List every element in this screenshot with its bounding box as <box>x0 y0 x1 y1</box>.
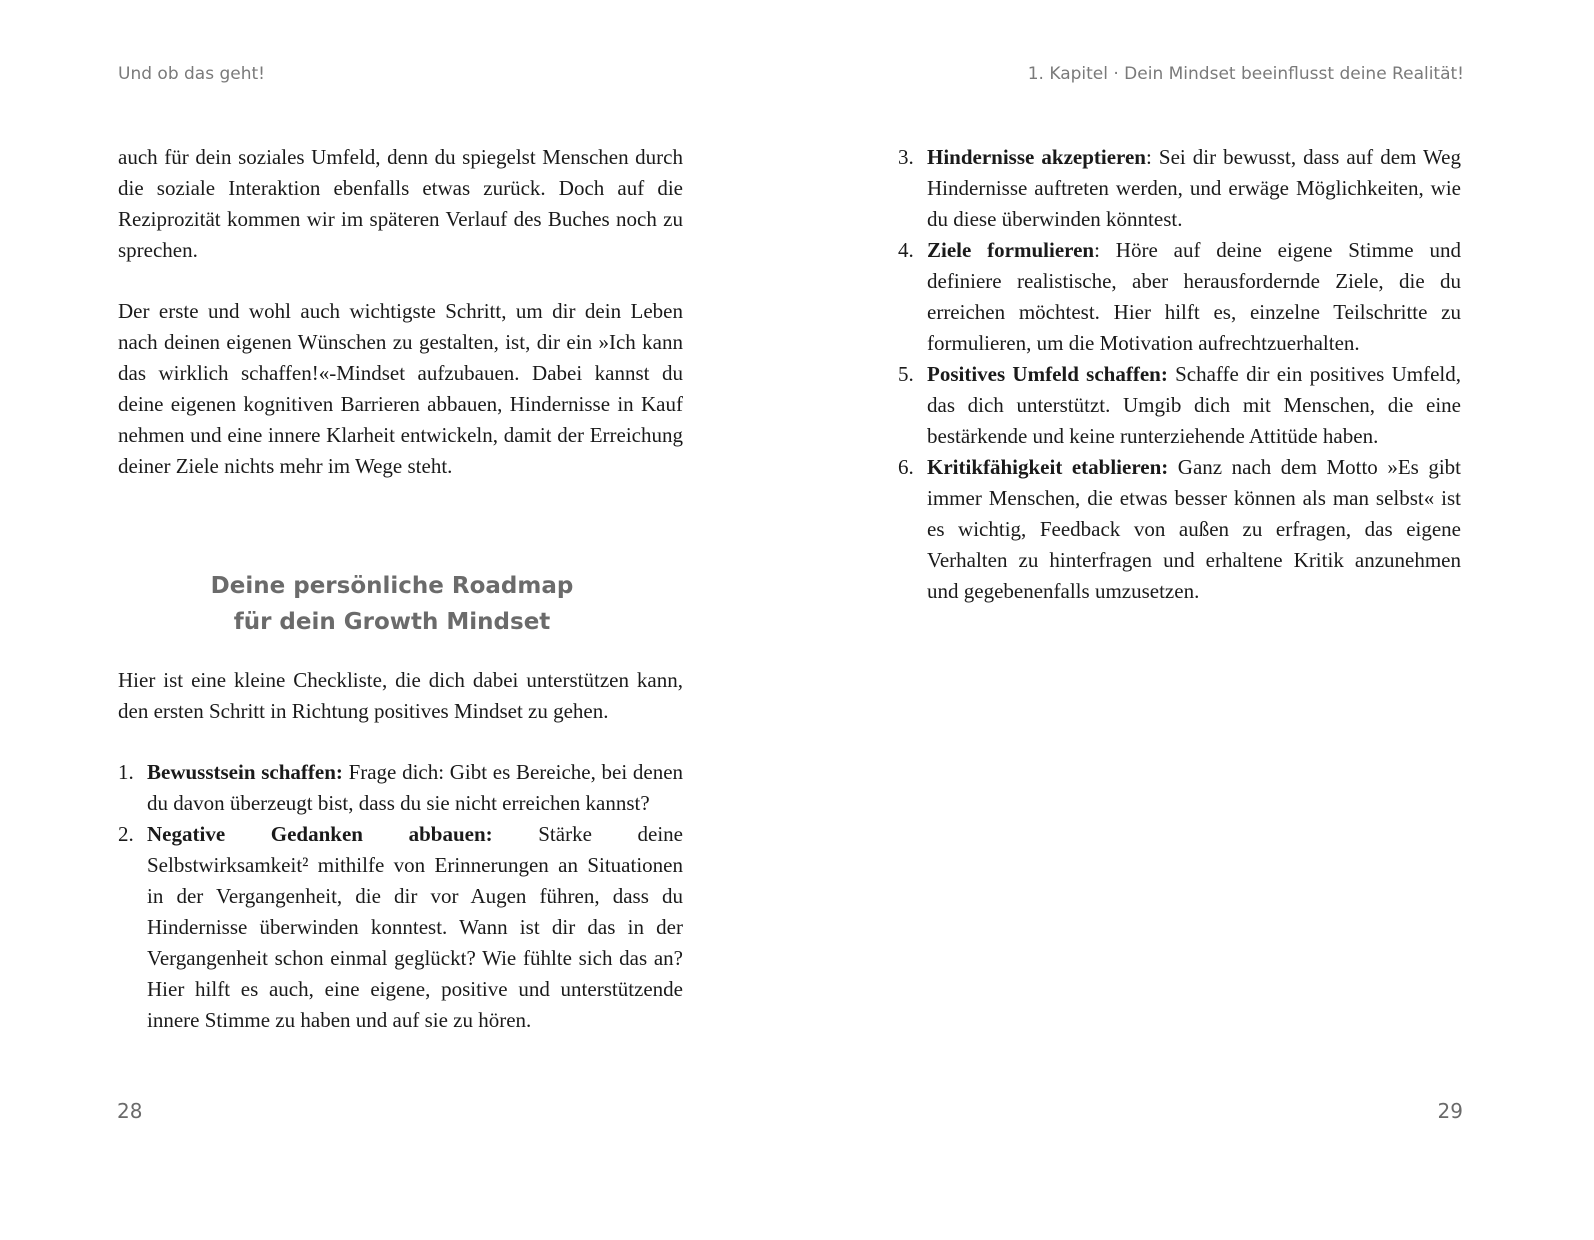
item-number: 2. <box>118 822 134 846</box>
checklist-item <box>898 235 1461 359</box>
item-title: Bewusstsein schaffen: <box>147 760 343 784</box>
intro-text: Hier ist eine kleine Checkliste, die dich dabei unterstützen kann, den ersten Schritt in Richtung positives Mindset zu gehen. <box>118 668 683 723</box>
item-title: Negative Gedanken abbauen: <box>147 822 493 846</box>
section-heading-line1: Deine persönliche Roadmap <box>210 573 574 599</box>
item-text: Frage dich: Gibt es Bereiche, bei denen du davon überzeugt bist, dass du sie nicht erreichen kannst? <box>147 760 684 815</box>
checklist-item <box>118 757 683 819</box>
paragraph-2-text: Der erste und wohl auch wichtigste Schritt, um dir dein Leben nach deinen eigenen Wünschen zu gestalten, ist, dir ein »Ich kann das wirklich schaffen!«-Mindset aufzubauen. Dabei kannst du deine eigenen kognitiven Barrieren abbauen, Hindernisse in Kauf nehmen und eine innere Klarheit entwickeln, damit der Erreichung deiner Ziele nichts mehr im Wege steht. <box>118 299 683 478</box>
checklist-item <box>898 142 1461 235</box>
checklist-right <box>898 142 1461 607</box>
item-title: Kritikfähigkeit etablieren: <box>927 455 1169 479</box>
intro-paragraph <box>118 665 683 727</box>
item-text: Schaffe dir ein positives Umfeld, das dich unterstützt. Umgib dich mit Menschen, die eine bestärkende und keine runterziehende Attitüde haben. <box>927 362 1461 448</box>
running-head-left: Und ob das geht! <box>118 64 265 84</box>
item-number: 4. <box>898 238 914 262</box>
paragraph-1-text: auch für dein soziales Umfeld, denn du spiegelst Menschen durch die soziale Interaktion ebenfalls etwas zurück. Doch auf die Reziprozität kommen wir im späteren Verlauf des Buches noch zu sprechen. <box>118 145 683 262</box>
item-number: 6. <box>898 455 914 479</box>
item-title: Hindernisse akzeptieren <box>927 145 1146 169</box>
running-head-right: 1. Kapitel · Dein Mindset beeinflusst deine Realität! <box>1027 64 1464 84</box>
item-title: Ziele formulieren <box>927 238 1095 262</box>
section-heading <box>118 568 666 640</box>
paragraph-2 <box>118 296 683 482</box>
item-number: 5. <box>898 362 914 386</box>
item-title: Positives Umfeld schaffen: <box>927 362 1168 386</box>
item-number: 3. <box>898 145 914 169</box>
paragraph-1 <box>118 142 683 266</box>
checklist-item <box>898 452 1461 607</box>
page-number-left: 28 <box>117 1099 143 1123</box>
checklist-left <box>118 757 683 1036</box>
checklist-item <box>118 819 683 1036</box>
section-heading-line2: für dein Growth Mindset <box>233 609 551 635</box>
item-number: 1. <box>118 760 134 784</box>
right-page <box>797 0 1594 1240</box>
item-text: Ganz nach dem Motto »Es gibt immer Menschen, die etwas besser können als man selbst« ist es wichtig, Feedback von außen zu erfragen, das eigene Verhalten zu hinterfragen und erhaltene Kritik anzunehmen und gegebenenfalls umzusetzen. <box>927 455 1462 603</box>
item-text: : Sei dir bewusst, dass auf dem Weg Hindernisse auftreten werden, und erwäge Möglichkeiten, wie du diese überwinden könntest. <box>927 145 1461 231</box>
checklist-item <box>898 359 1461 452</box>
page-number-right: 29 <box>1437 1099 1463 1123</box>
item-text: Stärke deine Selbstwirksamkeit² mithilfe von Erinnerungen an Situationen in der Vergangenheit, die dir vor Augen führen, dass du Hindernisse überwinden konntest. Wann ist dir das in der Vergangenheit schon einmal geglückt? Wie fühlte sich das an? Hier hilft es auch, eine eigene, positive und unterstützende innere Stimme zu haben und auf sie zu hören. <box>147 822 684 1032</box>
item-text: : Höre auf deine eigene Stimme und definiere realistische, aber herausfordernde Ziele, die du erreichen möchtest. Hier hilft es, einzelne Teilschritte zu formulieren, um die Motivation aufrechtzuerhalten. <box>927 238 1461 355</box>
